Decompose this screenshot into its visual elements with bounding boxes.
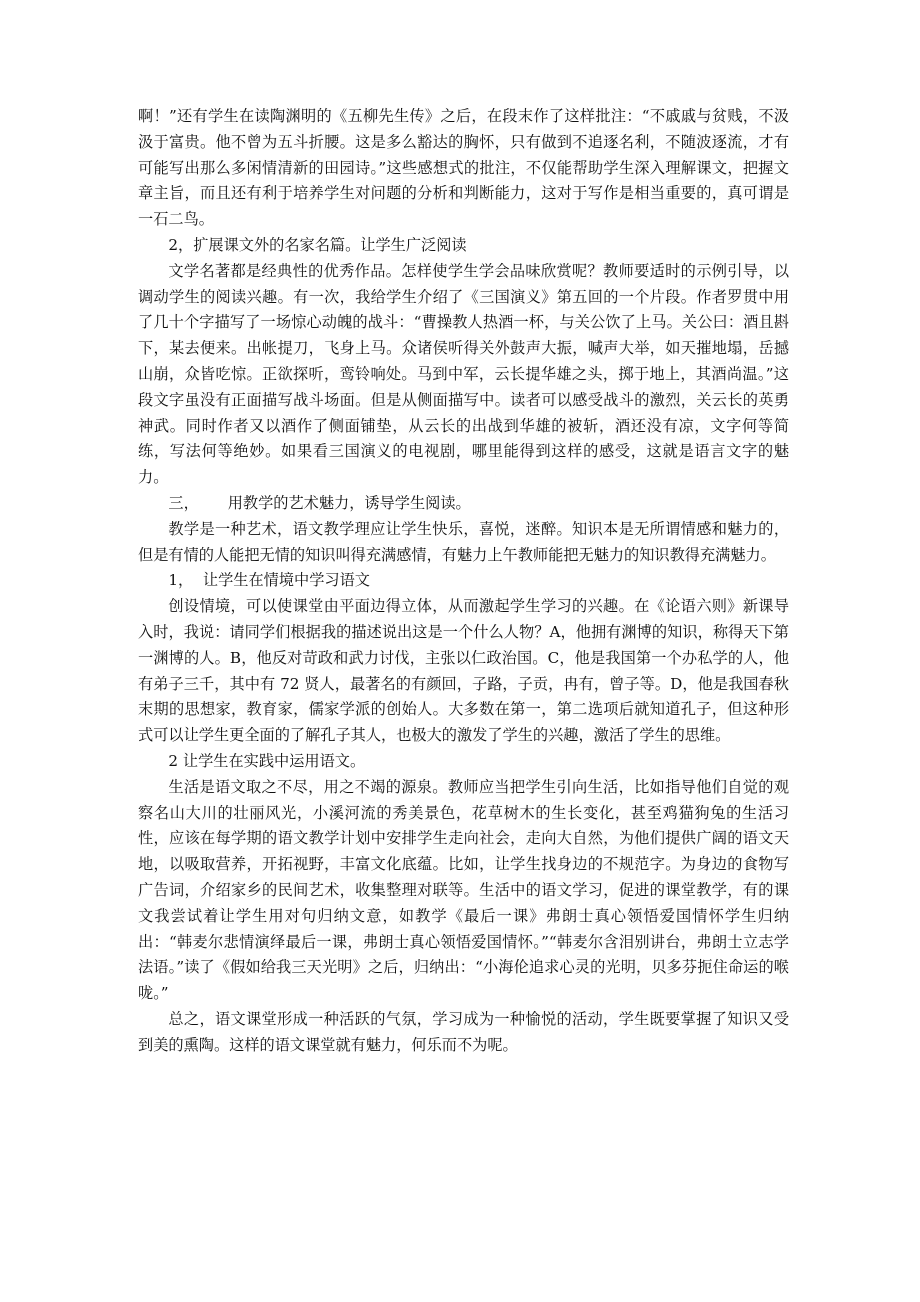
paragraph-conclusion: 总之，语文课堂形成一种活跃的气氛，学习成为一种愉悦的活动，学生既要掌握了知识又受到美的熏陶。这样的语文课堂就有魅力，何乐而不为呢。 bbox=[138, 1009, 789, 1054]
paragraph-continued: 啊！”还有学生在读陶渊明的《五柳先生传》之后，在段末作了这样批注：“不戚戚与贫贱，不汲汲于富贵。他不曾为五斗折腰。这是多么豁达的胸怀，只有做到不追逐名利，不随波逐流，才有可能写出那么多闲情清新的田园诗。”这些感想式的批注，不仅能帮助学生深入理解课文，把握文章主旨，而且还有利于培养学生对问题的分析和判断能力，这对于写作是相当重要的，真可谓是一石二鸟。 bbox=[138, 107, 789, 229]
paragraph-three-kingdoms: 文学名著都是经典性的优秀作品。怎样使学生学会品味欣赏呢？教师要适时的示例引导，以调动学生的阅读兴趣。有一次，我给学生介绍了《三国演义》第五回的一个片段。作者罗贯中用了几十个字描写了一场惊心动魄的战斗：“曹操教人热酒一杯，与关公饮了上马。关公曰：酒且斟下，某去便来。出帐提刀，飞身上马。众诸侯听得关外鼓声大振，喊声大举，如天摧地塌，岳撼山崩，众皆吃惊。正欲探听，鸾铃响处。马到中军，云长提华雄之头，掷于地上，其酒尚温。”这段文字虽没有正面描写战斗场面。但是从侧面描写中。读者可以感受战斗的激烈，关云长的英勇神武。同时作者又以酒作了侧面铺垫，从云长的出战到华雄的被斩，酒还没有凉，文字何等简练，写法何等绝妙。如果看三国演义的电视剧，哪里能得到这样的感受，这就是语言文字的魅力。 bbox=[138, 261, 789, 487]
paragraph-teaching-art: 教学是一种艺术，语文教学理应让学生快乐，喜悦，迷醉。知识本是无所谓情感和魅力的，但是有情的人能把无情的知识叫得充满感情，有魅力上午教师能把无魅力的知识教得充满魅力。 bbox=[138, 519, 789, 564]
paragraph-confucius: 创设情境，可以使课堂由平面边得立体，从而激起学生学习的兴趣。在《论语六则》新课导入时，我说：请同学们根据我的描述说出这是一个什么人物？A，他拥有渊博的知识，称得天下第一渊博的人。B，他反对苛政和武力讨伐，主张以仁政治国。C，他是我国第一个办私学的人，他有弟子三千，其中有 72 贤人，最著名的有颜回，子路，子贡，冉有，曾子等。D，他是我国春秋末期的思想家，教育家，儒家学派的创始人。大多数在第一，第二选项后就知道孔子，但这种形式可以让学生更全面的了解孔子其人，也极大的激发了学生的兴趣，激活了学生的思维。 bbox=[138, 597, 789, 745]
subheading-practice: 2 让学生在实践中运用语文。 bbox=[168, 751, 366, 770]
document-body bbox=[138, 104, 789, 1058]
paragraph-life-language: 生活是语文取之不尽，用之不竭的源泉。教师应当把学生引向生活，比如指导他们自觉的观察名山大川的壮丽风光，小溪河流的秀美景色，花草树木的生长变化，甚至鸡猫狗兔的生活习性，应该在每学期的语文教学计划中安排学生走向社会，走向大自然，为他们提供广阔的语文天地，以吸取营养，开拓视野，丰富文化底蕴。比如，让学生找身边的不规范字。为身边的食物写广告词，介绍家乡的民间艺术，收集整理对联等。生活中的语文学习，促进的课堂教学，有的课文我尝试着让学生用对句归纳文意，如教学《最后一课》弗朗士真心领悟爱国情怀学生归纳出：“韩麦尔悲情演绎最后一课，弗朗士真心领悟爱国情怀。”“韩麦尔含泪别讲台，弗朗士立志学法语。”读了《假如给我三天光明》之后，归纳出：“小海伦追求心灵的光明，贝多芬扼住命运的喉咙。” bbox=[138, 777, 789, 1003]
subheading-situation-learning: 1， 让学生在情境中学习语文 bbox=[168, 571, 370, 590]
subheading-extend-reading: 2，扩展课文外的名家名篇。让学生广泛阅读 bbox=[168, 235, 467, 254]
section-heading-three: 三， 用教学的艺术魅力，诱导学生阅读。 bbox=[168, 493, 471, 512]
